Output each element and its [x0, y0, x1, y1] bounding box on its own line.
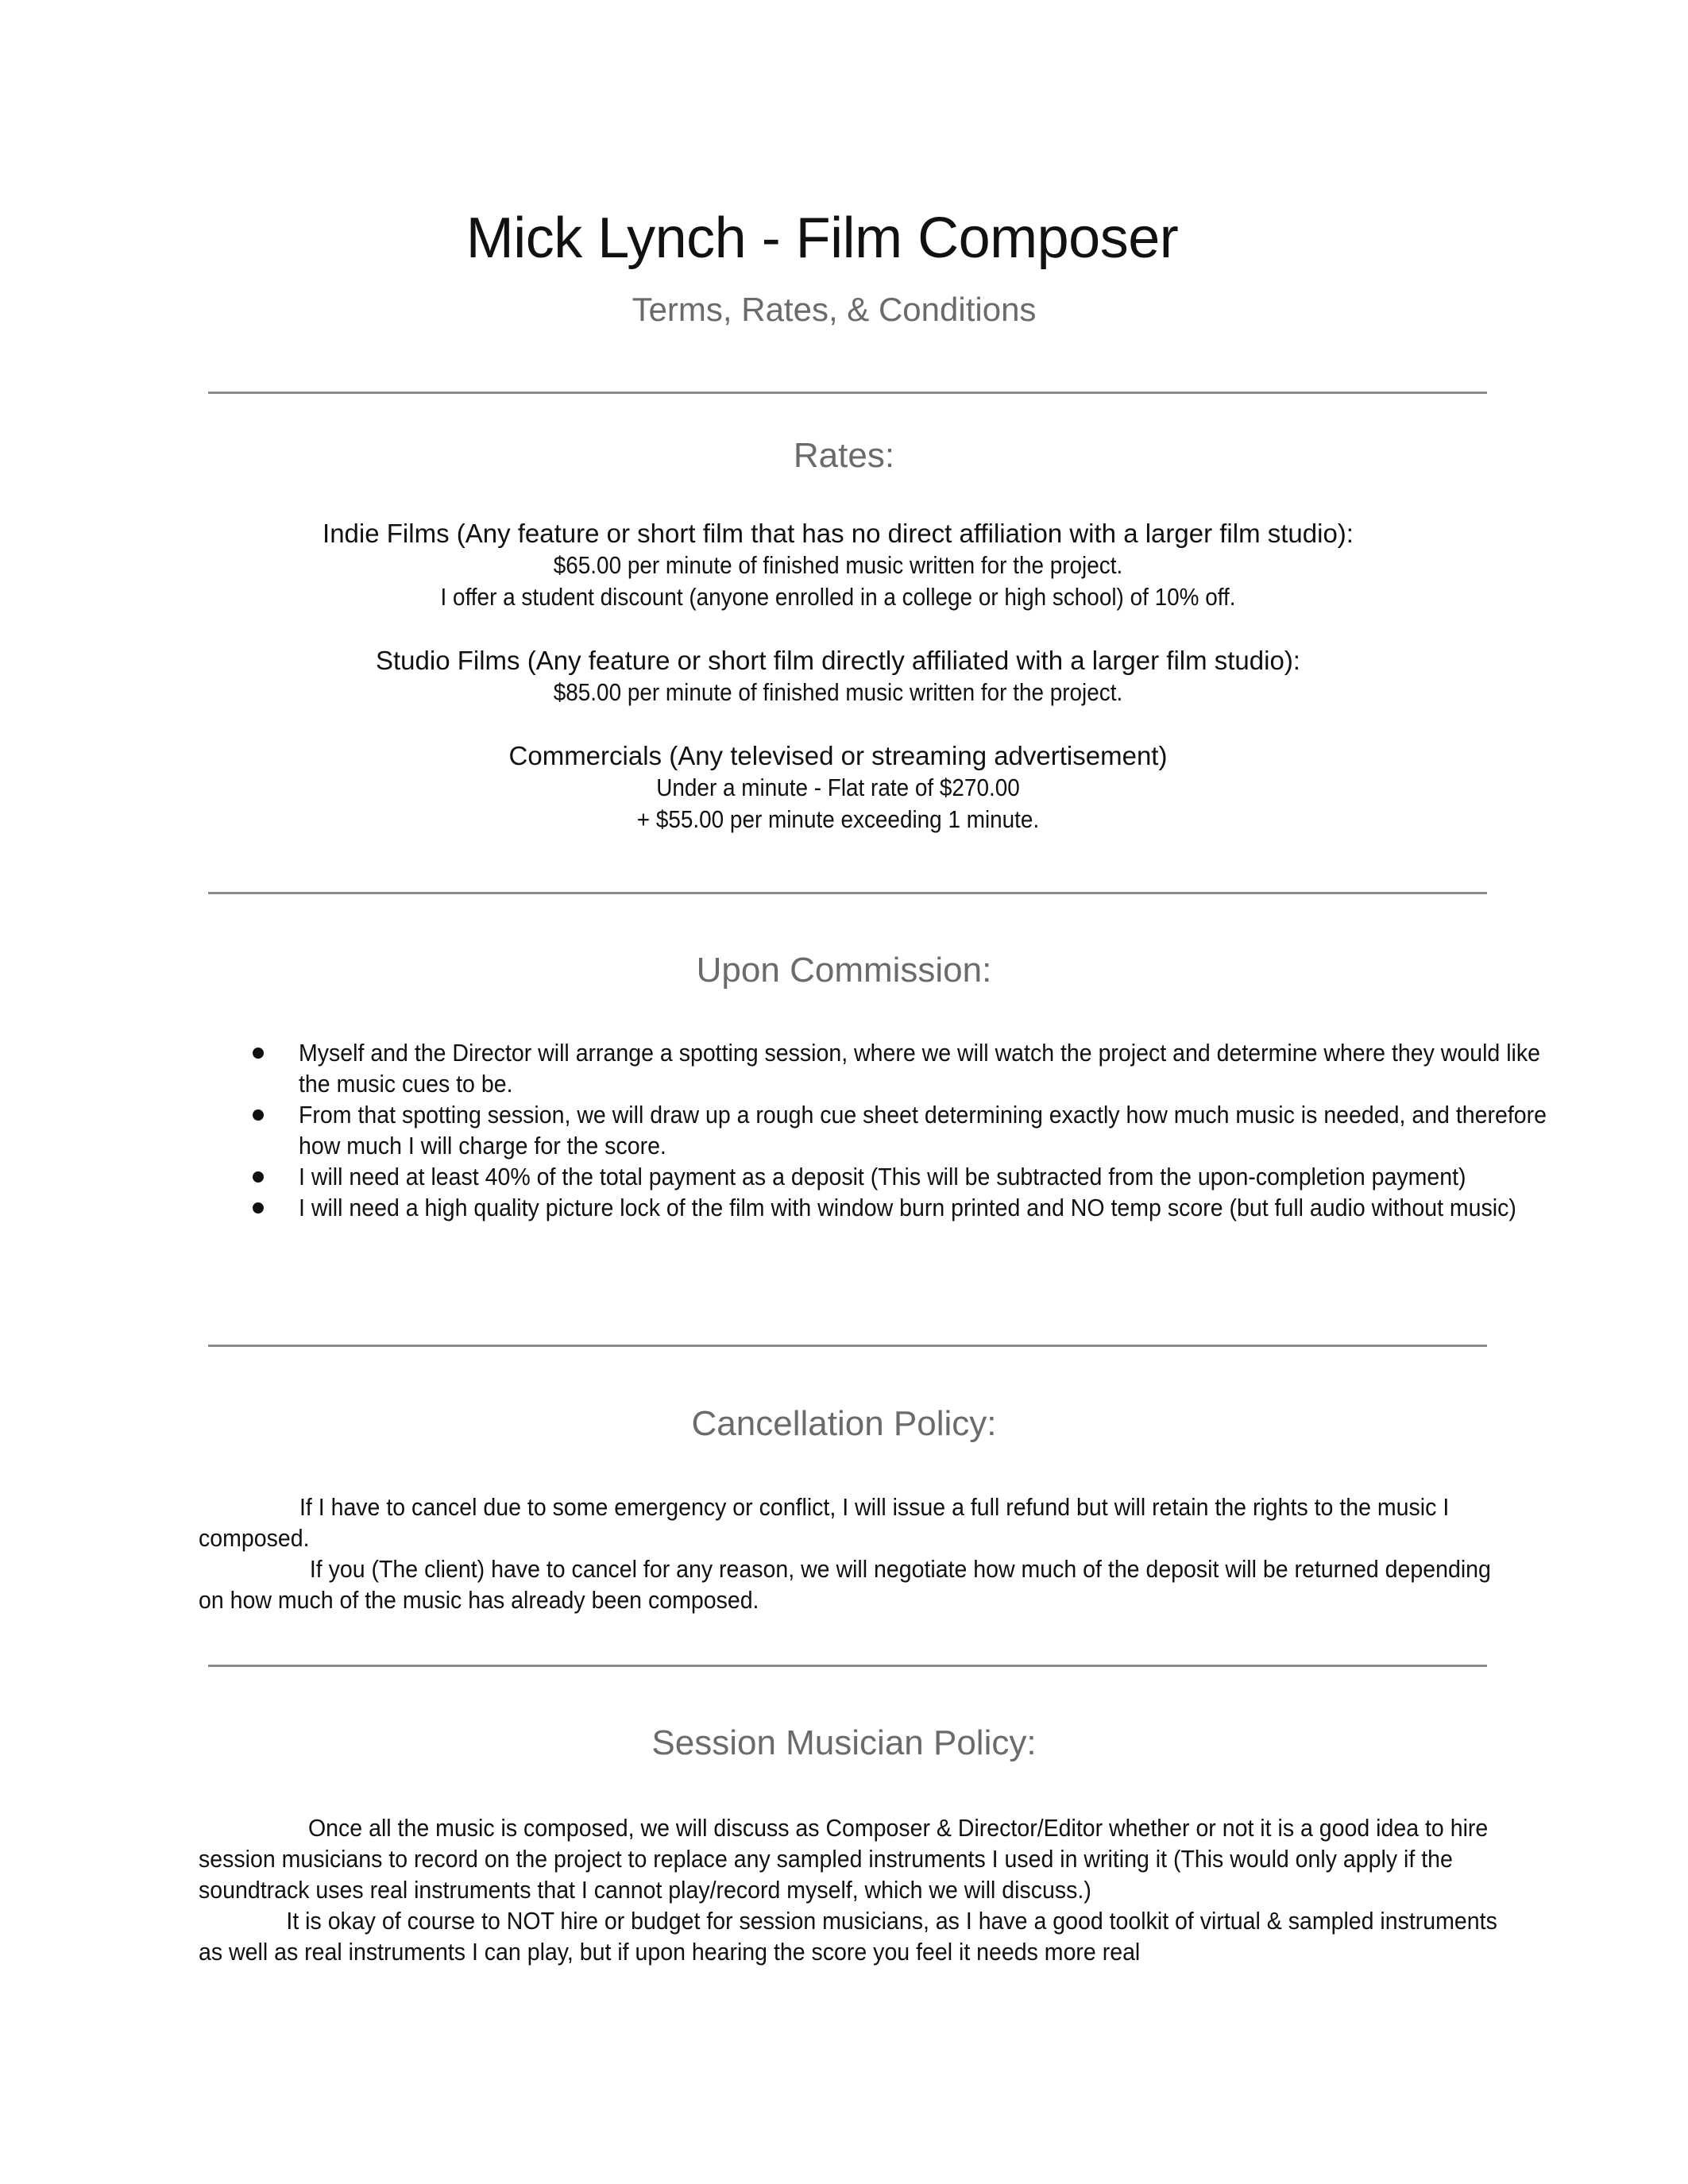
rate-indie-films: [0, 518, 1676, 613]
list-item: Myself and the Director will arrange a spotting session, where we will watch the project and determine where they would like the music cues to be.: [240, 1037, 1511, 1099]
divider: [208, 1665, 1487, 1667]
paragraph: Once all the music is composed, we will discuss as Composer & Director/Editor whether or not it is a good idea to hire session musicians to record on the project to replace any sampled instruments I used in writing it (This would only apply if the soundtrack uses real instruments that I cannot play/record myself, which we will discuss.): [199, 1814, 1489, 1904]
commission-list: [240, 1037, 1547, 1223]
rate-studio-films: [0, 645, 1676, 708]
bullet-icon: [253, 1048, 264, 1059]
commission-heading: Upon Commission:: [696, 951, 992, 990]
session-musician-heading: Session Musician Policy:: [651, 1723, 1037, 1762]
rate-detail: + $55.00 per minute exceeding 1 minute.: [636, 805, 1040, 833]
paragraph: If you (The client) have to cancel for any reason, we will negotiate how much of the deposit will be returned depending on how much of the music has already been composed.: [199, 1555, 1491, 1614]
rate-lead: Commercials (Any televised or streaming advertisement): [508, 741, 1168, 770]
list-item: I will need at least 40% of the total payment as a deposit (This will be subtracted from the upon-completion payment): [240, 1161, 1511, 1192]
cancellation-heading: Cancellation Policy:: [691, 1404, 997, 1443]
page-subtitle: Terms, Rates, & Conditions: [632, 291, 1037, 328]
rate-detail: $85.00 per minute of finished music written for the project.: [553, 678, 1123, 706]
list-item: I will need a high quality picture lock of the film with window burn printed and NO temp score (but full audio without music): [240, 1192, 1511, 1223]
divider: [208, 892, 1487, 894]
bullet-icon: [253, 1171, 264, 1183]
session-musician-text: [199, 1812, 1501, 1967]
page-title: Mick Lynch - Film Composer: [465, 206, 1179, 270]
rate-detail: $65.00 per minute of finished music written for the project.: [553, 551, 1123, 579]
divider: [208, 1345, 1487, 1347]
rates-section: [0, 518, 1676, 867]
list-item: From that spotting session, we will draw up a rough cue sheet determining exactly how much music is needed, and therefore how much I will charge for the score.: [240, 1099, 1511, 1161]
rate-detail: Under a minute - Flat rate of $270.00: [656, 774, 1020, 801]
paragraph: If I have to cancel due to some emergency or conflict, I will issue a full refund but will retain the rights to the music I composed.: [199, 1493, 1450, 1552]
paragraph: It is okay of course to NOT hire or budget for session musicians, as I have a good toolkit of virtual & sampled instruments as well as real instruments I can play, but if upon hearing the score you feel it needs more real: [199, 1907, 1497, 1966]
cancellation-text: [199, 1491, 1501, 1615]
bullet-icon: [253, 1202, 264, 1214]
rate-detail: I offer a student discount (anyone enrolled in a college or high school) of 10% off.: [440, 583, 1236, 611]
rate-lead: Indie Films (Any feature or short film that has no direct affiliation with a larger film studio):: [323, 519, 1354, 548]
divider: [208, 392, 1487, 394]
rates-heading: Rates:: [793, 436, 895, 475]
rate-commercials: [0, 740, 1676, 835]
bullet-icon: [253, 1109, 264, 1121]
rate-lead: Studio Films (Any feature or short film directly affiliated with a larger film studio):: [376, 646, 1300, 675]
